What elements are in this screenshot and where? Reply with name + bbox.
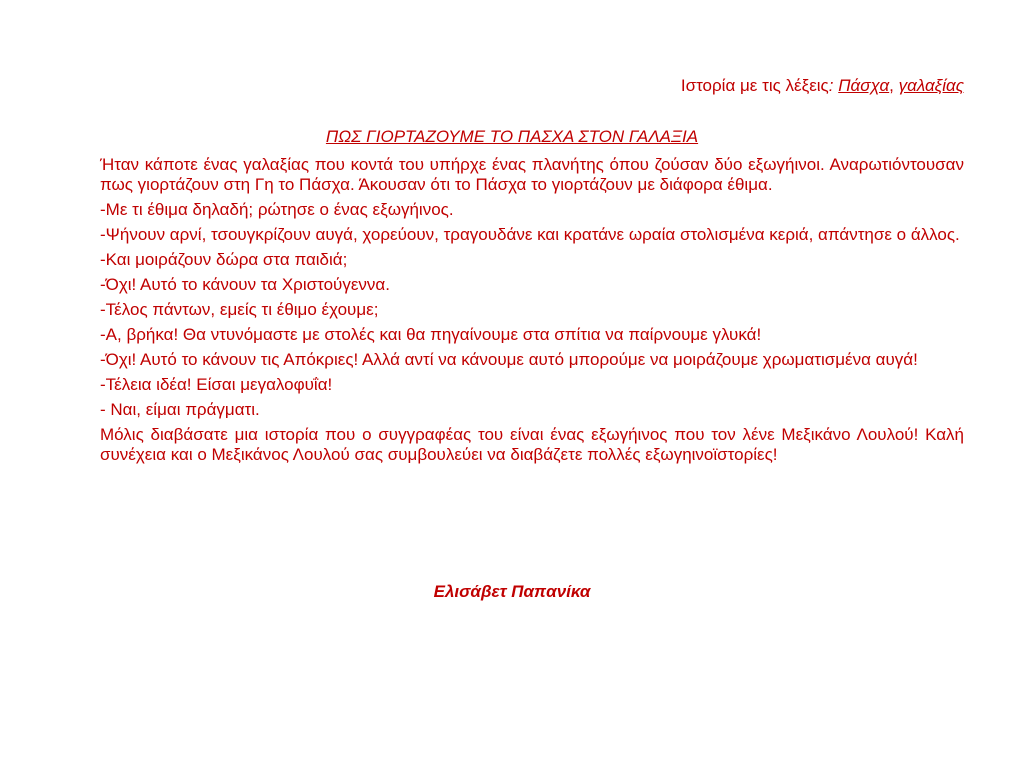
story-paragraph: -Όχι! Αυτό το κάνουν τα Χριστούγεννα.: [100, 275, 390, 294]
story-paragraph: Ήταν κάποτε ένας γαλαξίας που κοντά του υπήρχε ένας πλανήτης όπου ζούσαν δύο εξωγήινοι. Αναρωτιόντουσαν πως γιορτάζουν στη Γη το Πάσχα. Άκουσαν ότι το Πάσχα το γιορτάζουν με διάφορα έθιμα.: [100, 155, 964, 194]
story-body: [100, 155, 964, 470]
story-paragraph: -Και μοιράζουν δώρα στα παιδιά;: [100, 250, 348, 269]
story-paragraph: -Με τι έθιμα δηλαδή; ρώτησε ο ένας εξωγήινος.: [100, 200, 454, 219]
story-paragraph: -Όχι! Αυτό το κάνουν τις Απόκριες! Αλλά αντί να κάνουμε αυτό μπορούμε να μοιράζουμε χρωματισμένα αυγά!: [100, 350, 918, 369]
story-paragraph: - Ναι, είμαι πράγματι.: [100, 400, 260, 419]
keyword-separator: ,: [889, 76, 894, 95]
story-paragraph: -Α, βρήκα! Θα ντυνόμαστε με στολές και θα πηγαίνουμε στα σπίτια να παίρνουμε γλυκά!: [100, 325, 762, 344]
prompt-prefix: Ιστορία με τις λέξεις: [680, 76, 829, 95]
prompt-colon: :: [828, 76, 834, 95]
keyword-easter: Πάσχα: [838, 76, 890, 95]
story-title: ΠΩΣ ΓΙΟΡΤΑΖΟΥΜΕ ΤΟ ΠΑΣΧΑ ΣΤΟΝ ΓΑΛΑΞΙΑ: [325, 127, 699, 146]
story-paragraph: Μόλις διαβάσατε μια ιστορία που ο συγγραφέας του είναι ένας εξωγήινος που τον λένε Μεξικάνο Λουλού! Καλή συνέχεια και ο Μεξικάνος Λουλού σας συμβουλεύει να διαβάζετε πολλές εξωγηινοϊστορίες!: [100, 425, 964, 464]
story-paragraph: -Τέλεια ιδέα! Είσαι μεγαλοφυΐα!: [100, 375, 333, 394]
story-paragraph: -Τέλος πάντων, εμείς τι έθιμο έχουμε;: [100, 300, 379, 319]
author-signature: Ελισάβετ Παπανίκα: [433, 582, 591, 601]
story-prompt-line: [100, 76, 964, 96]
story-paragraph: -Ψήνουν αρνί, τσουγκρίζουν αυγά, χορεύουν, τραγουδάνε και κρατάνε ωραία στολισμένα κεριά, απάντησε ο άλλος.: [100, 225, 960, 244]
keyword-galaxy: γαλαξίας: [898, 76, 964, 95]
